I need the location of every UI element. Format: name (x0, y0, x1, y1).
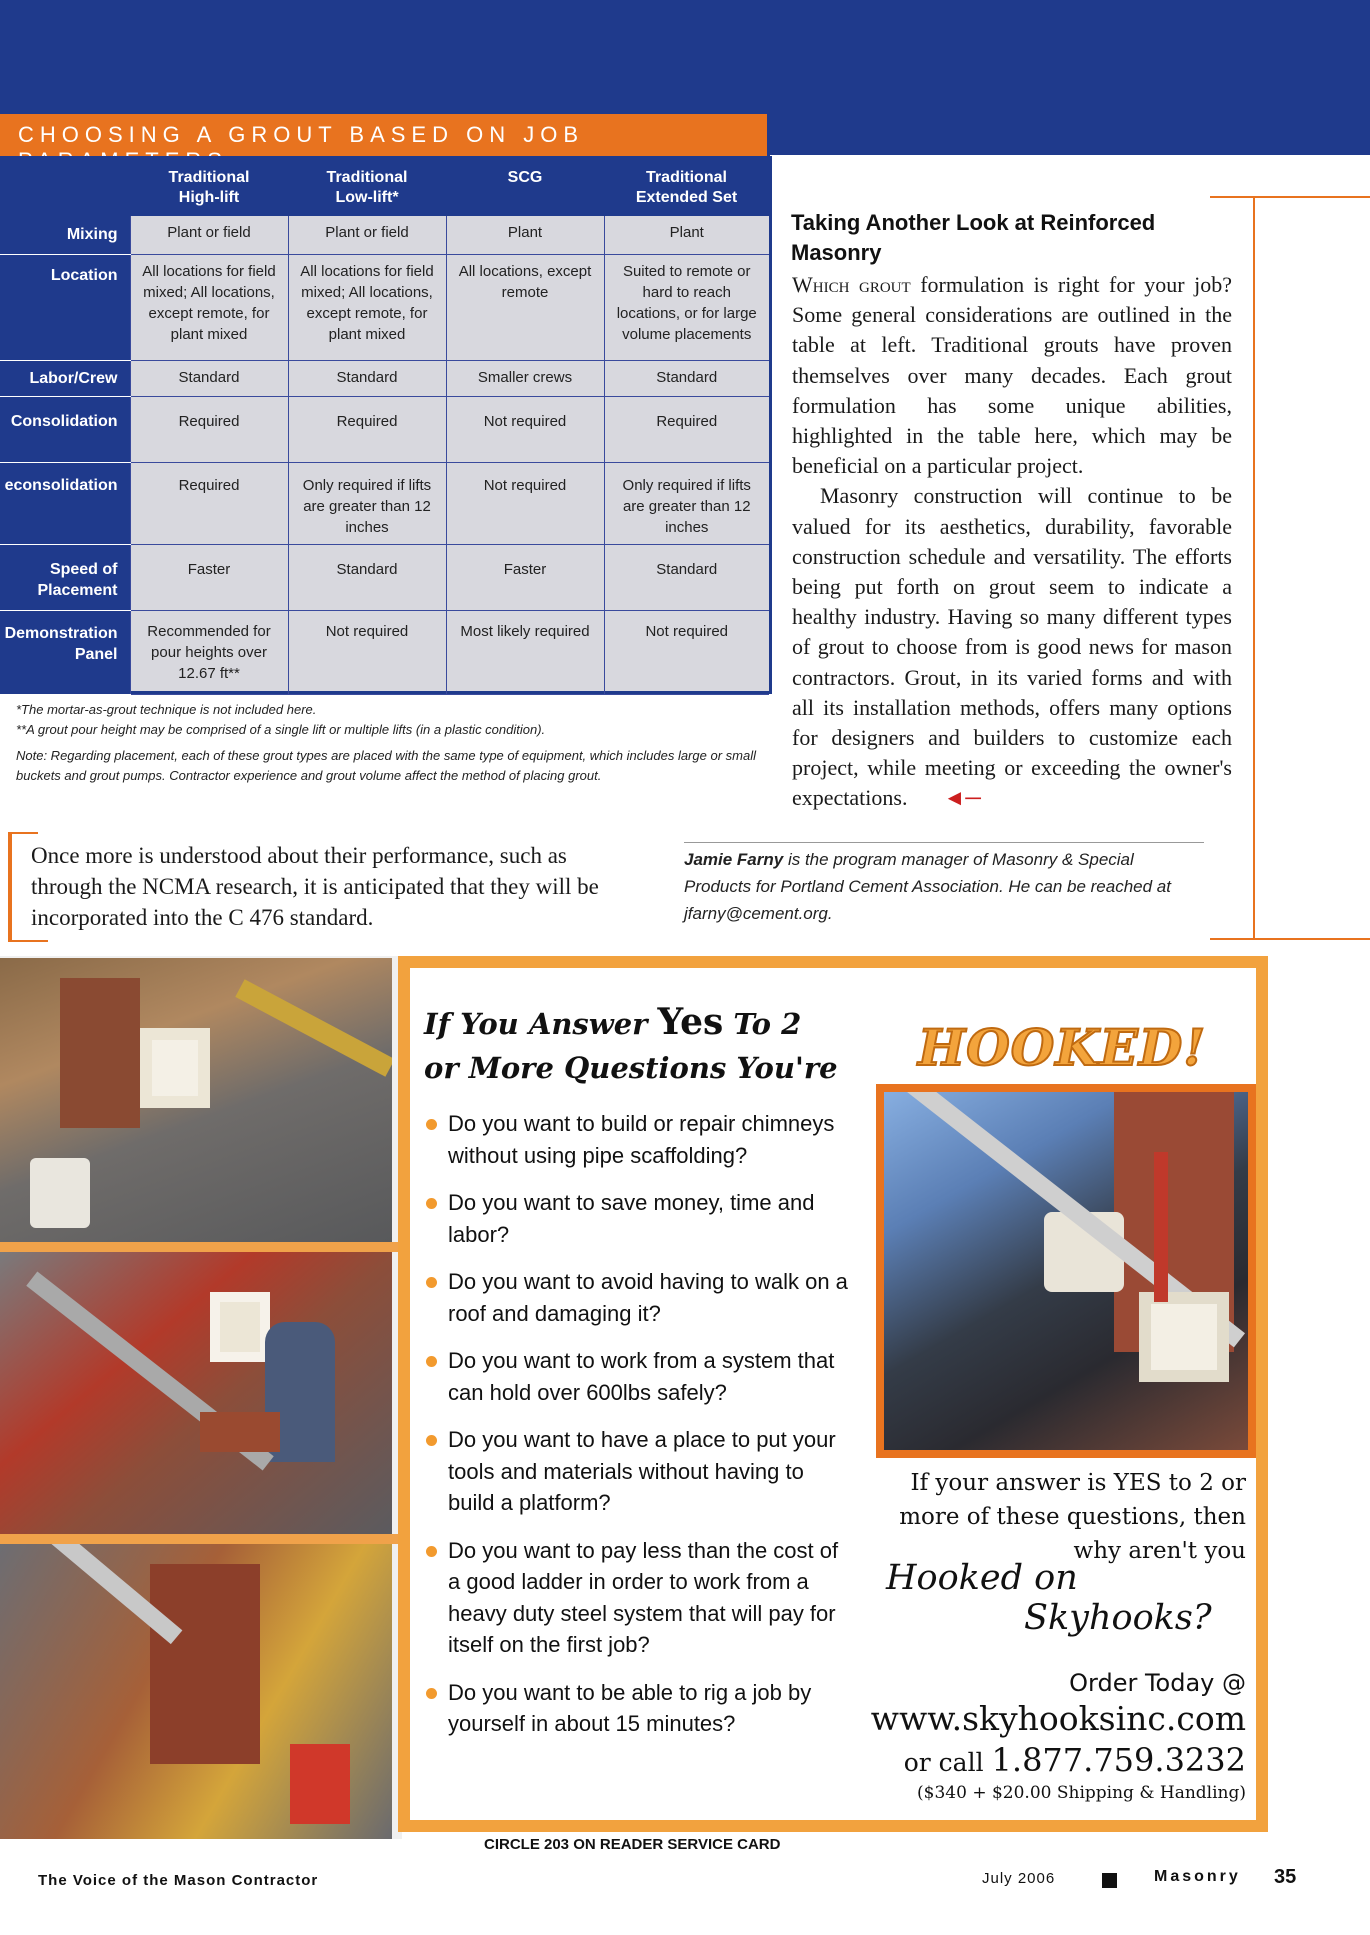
hooked-title: HOOKED! (918, 1018, 1207, 1077)
table-cell: Standard (604, 360, 769, 396)
list-item: Do you want to avoid having to walk on a roof and damaging it? (424, 1266, 854, 1329)
table-row (0, 544, 769, 610)
table-cell: Faster (130, 544, 288, 610)
table-cell: Recommended for pour heights over 12.67 ft** (130, 610, 288, 694)
table-cell: Standard (288, 360, 446, 396)
row-header: Consolidation (0, 396, 130, 462)
phone-number[interactable]: 1.877.759.3232 (991, 1741, 1246, 1779)
table-cell: Plant or field (130, 216, 288, 254)
article-title: Taking Another Look at Reinforced Masonry (791, 210, 1156, 265)
row-header: Demonstration Panel (0, 610, 130, 694)
table-cell: Plant (604, 216, 769, 254)
table-cell: Not required (604, 610, 769, 694)
table-cell: Only required if lifts are greater than 12 inches (604, 462, 769, 544)
website-link[interactable]: www.skyhooksinc.com (870, 1699, 1246, 1738)
table-cell: Required (130, 462, 288, 544)
table-cell: Suited to remote or hard to reach locations, or for large volume placements (604, 254, 769, 360)
table-cell: Not required (288, 610, 446, 694)
article-paragraph: Masonry construction will continue to be valued for its aesthetics, durability, favorable construction schedule and versatility. The efforts being put forth on grout seem to indicate a healthy industry. Having so many different types of grout to choose from is good news for mason contractors. Grout, in its varied forms and with all its installation methods, offers many options for designers and builders to customize each project, while meeting or exceeding the owner's expectations. ◄─ (792, 481, 1232, 813)
ad-photo-frame (876, 1084, 1256, 1458)
table-row (0, 610, 769, 694)
footer-date: July 2006 (982, 1870, 1056, 1887)
list-item: Do you want to build or repair chimneys without using pipe scaffolding? (424, 1108, 854, 1171)
grout-comparison-table (0, 156, 769, 695)
column-header: Traditional Low-lift* (288, 156, 446, 216)
row-header: Labor/Crew (0, 360, 130, 396)
list-item: Do you want to be able to rig a job by yourself in about 15 minutes? (424, 1677, 854, 1740)
roof-worker-photo (0, 1252, 392, 1534)
ad-call-to-action: If your answer is YES to 2 or more of these questions, then why aren't you (899, 1470, 1246, 1564)
chimney-photo (0, 958, 392, 1242)
author-bio: Jamie Farny is the program manager of Masonry & Special Products for Portland Cement Association. He can be reached at jfarny@cement.org. (684, 850, 1171, 923)
pull-quote-bracket (8, 832, 38, 834)
row-header: Mixing (0, 216, 130, 254)
list-item: Do you want to have a place to put your tools and materials without having to build a platform? (424, 1424, 854, 1519)
ad-panel (410, 968, 1256, 1820)
table-row (0, 216, 769, 254)
photo-divider (0, 1534, 402, 1544)
table-cell: All locations, except remote (446, 254, 604, 360)
reader-service-note: CIRCLE 203 ON READER SERVICE CARD (484, 1836, 781, 1853)
table-cell: Smaller crews (446, 360, 604, 396)
orange-rule (1210, 938, 1370, 940)
table-cell: Plant or field (288, 216, 446, 254)
table-row (0, 360, 769, 396)
pull-quote-bracket (8, 940, 48, 942)
table-cell: Standard (288, 544, 446, 610)
ad-photo-column (0, 956, 402, 1839)
column-header: SCG (446, 156, 604, 216)
article-body (792, 270, 1232, 814)
table-cell: All locations for field mixed; All locations, except remote, for plant mixed (288, 254, 446, 360)
order-text: Order Today @ (1069, 1669, 1246, 1697)
row-header: econsolidation (0, 462, 130, 544)
table-title: CHOOSING A GROUT BASED ON JOB (0, 114, 770, 156)
end-mark-icon: ◄─ (943, 785, 981, 811)
table-cell: Standard (130, 360, 288, 396)
footnote: *The mortar-as-grout technique is not included here. (16, 702, 317, 717)
table-cell: Required (604, 396, 769, 462)
table-corner (0, 156, 130, 216)
table-row (0, 462, 769, 544)
chimney-rig-photo (0, 1544, 392, 1839)
list-item: Do you want to save money, time and labor? (424, 1187, 854, 1250)
row-header: Speed of Placement (0, 544, 130, 610)
row-header: Location (0, 254, 130, 360)
table-cell: Required (288, 396, 446, 462)
table-note: Note: Regarding placement, each of these grout types are placed with the same type of equipment, which includes large or small buckets and grout pumps. Contractor experience and grout volume affect the method of placing grout. (16, 748, 756, 783)
skyhooks-ad (398, 956, 1268, 1832)
table-cell: Plant (446, 216, 604, 254)
column-header: Traditional Extended Set (604, 156, 769, 216)
list-item: Do you want to work from a system that can hold over 600lbs safely? (424, 1345, 854, 1408)
table-cell: Most likely required (446, 610, 604, 694)
column-header: Traditional High-lift (130, 156, 288, 216)
list-item: Do you want to pay less than the cost of a good ladder in order to work from a heavy duty steel system that will pay for itself on the first job? (424, 1535, 854, 1661)
question-list (424, 1108, 854, 1756)
ad-tagline: Hooked on Skyhooks? (886, 1558, 1212, 1638)
article-paragraph: Which grout formulation is right for your job? Some general considerations are outlined in the table at left. Traditional grouts have proven themselves over many decades. Each grout formulation has some unique abilities, highlighted in the table here, which may be beneficial on a particular project. (792, 272, 1232, 479)
footer-magazine: Masonry (1154, 1868, 1241, 1885)
grout-table (0, 156, 772, 694)
table-cell: Standard (604, 544, 769, 610)
orange-rule (1253, 196, 1255, 938)
phone-line: or call 1.877.759.3232 (903, 1741, 1246, 1779)
pull-quote: Once more is understood about their performance, such as through the NCMA research, it is anticipated that they will be incorporated into the C 476 standard. (31, 843, 599, 930)
table-cell: Only required if lifts are greater than 12 inches (288, 462, 446, 544)
skyhook-rig-photo (884, 1092, 1248, 1450)
divider (684, 842, 1204, 843)
orange-rule (1210, 196, 1370, 198)
ad-headline: If You Answer Yes To 2 or More Questions You're (424, 1001, 838, 1085)
footer-tagline: The Voice of the Mason Contractor (38, 1872, 319, 1889)
table-cell: Faster (446, 544, 604, 610)
price-text: ($340 + $20.00 Shipping & Handling) (917, 1783, 1246, 1803)
pull-quote-bracket (8, 832, 12, 942)
table-cell: Not required (446, 396, 604, 462)
table-row (0, 396, 769, 462)
footnote: **A grout pour height may be comprised of a single lift or multiple lifts (in a plastic condition). (16, 722, 546, 737)
table-cell: Required (130, 396, 288, 462)
page-number: 35 (1274, 1866, 1297, 1888)
table-cell: Not required (446, 462, 604, 544)
table-cell: All locations for field mixed; All locations, except remote, for plant mixed (130, 254, 288, 360)
square-icon (1102, 1873, 1117, 1888)
table-footnotes (16, 700, 756, 786)
table-row (0, 254, 769, 360)
photo-divider (0, 1242, 402, 1252)
